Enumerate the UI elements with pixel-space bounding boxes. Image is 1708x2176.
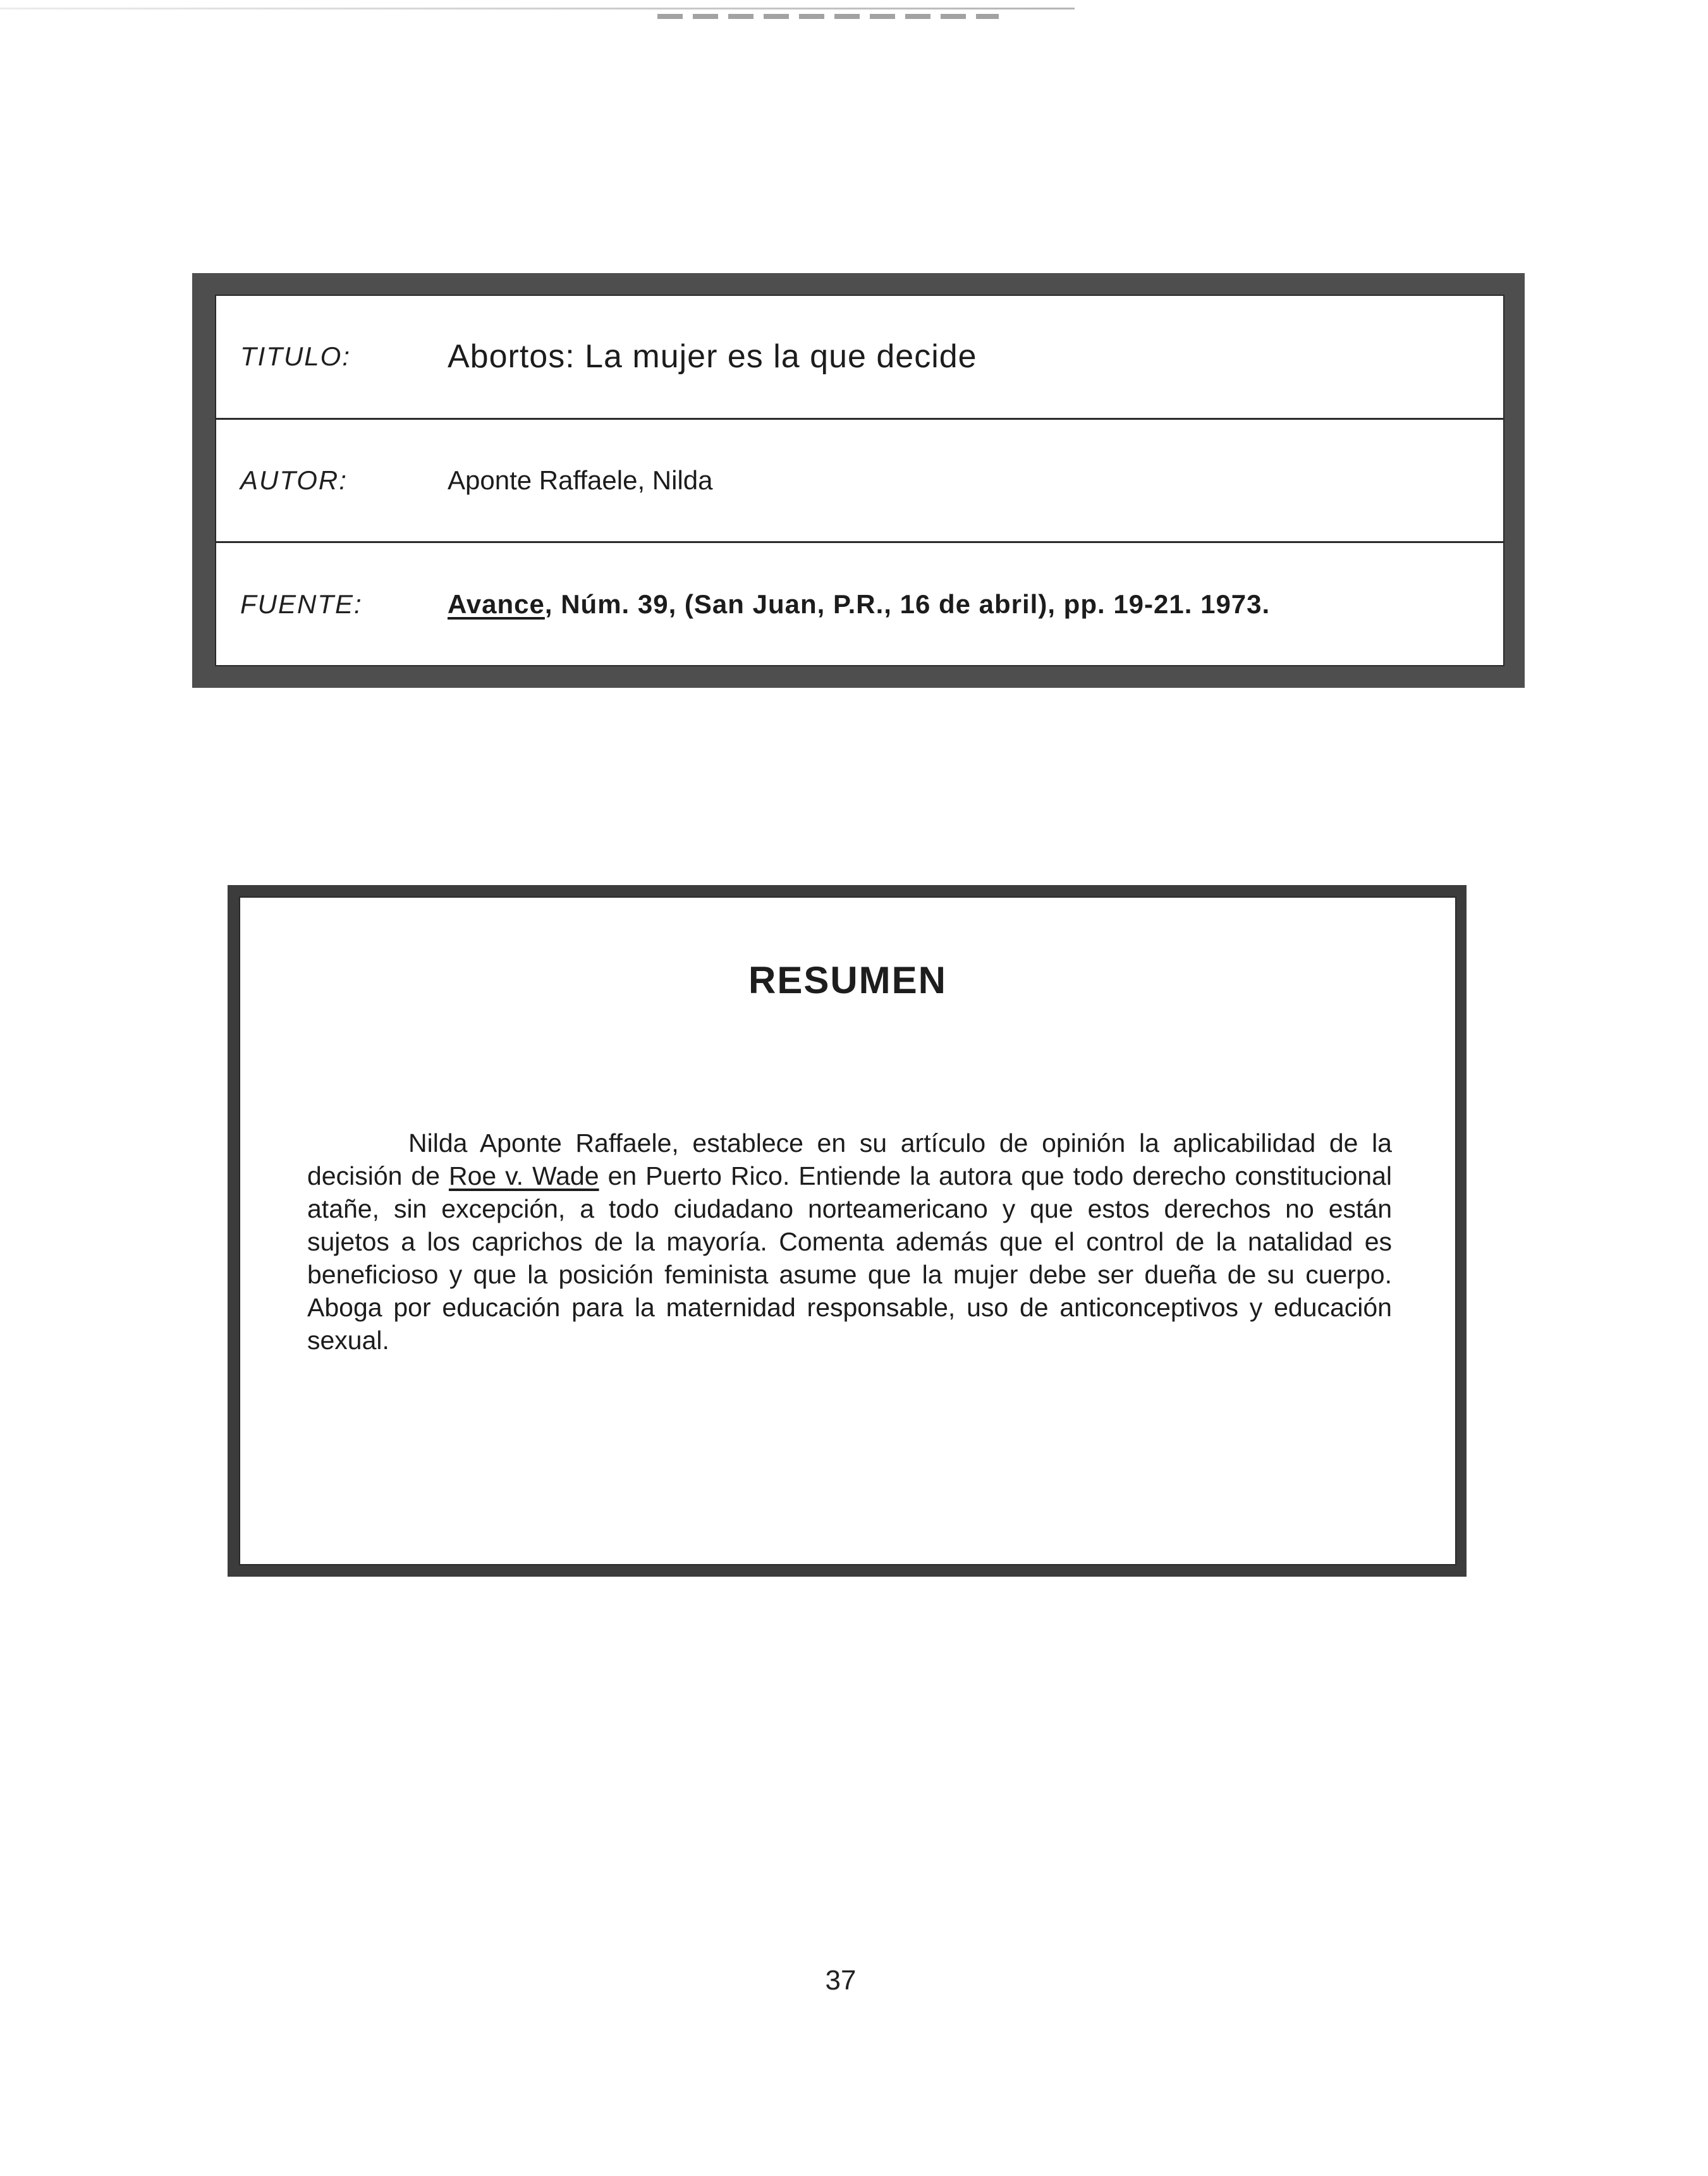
bibliographic-card (192, 273, 1525, 688)
scan-edge-artifact (657, 14, 999, 19)
page-number: 37 (825, 1965, 857, 1996)
summary-text-part2: en Puerto Rico. Entiende la autora que todo derecho constitucional atañe, sin excepción, a todo ciudadano norteamericano y que estos derechos no están sujetos a los caprichos de la mayoría. Comenta además que el control de la natalidad es beneficioso y que la posición feminista asume que la mujer debe ser dueña de su cuerpo. Aboga por educación para la maternidad responsable, uso de anticonceptivos y educación sexual. (307, 1161, 1392, 1355)
title-row (216, 296, 1503, 420)
bibliographic-card-inner (215, 295, 1504, 666)
source-value (448, 589, 1270, 620)
case-name: Roe v. Wade (448, 1161, 599, 1190)
scan-edge-line (0, 8, 1075, 9)
summary-paragraph (307, 1127, 1392, 1357)
author-label: AUTOR: (240, 465, 348, 495)
title-label: TITULO: (240, 341, 351, 372)
summary-card-inner (239, 896, 1456, 1565)
summary-text-part1: Nilda Aponte Raffaele, establece en su artículo de opinión la aplicabilidad de la decisión de (307, 1128, 1392, 1190)
source-publication: Avance (448, 589, 545, 619)
summary-card (228, 885, 1467, 1577)
source-details: , Núm. 39, (San Juan, P.R., 16 de abril), pp. 19-21. 1973. (544, 589, 1271, 619)
author-value: Aponte Raffaele, Nilda (448, 465, 713, 495)
source-label: FUENTE: (240, 589, 363, 619)
author-row (216, 420, 1503, 544)
summary-heading: RESUMEN (748, 959, 948, 1001)
title-value: Abortos: La mujer es la que decide (448, 338, 977, 376)
source-row (216, 543, 1503, 665)
